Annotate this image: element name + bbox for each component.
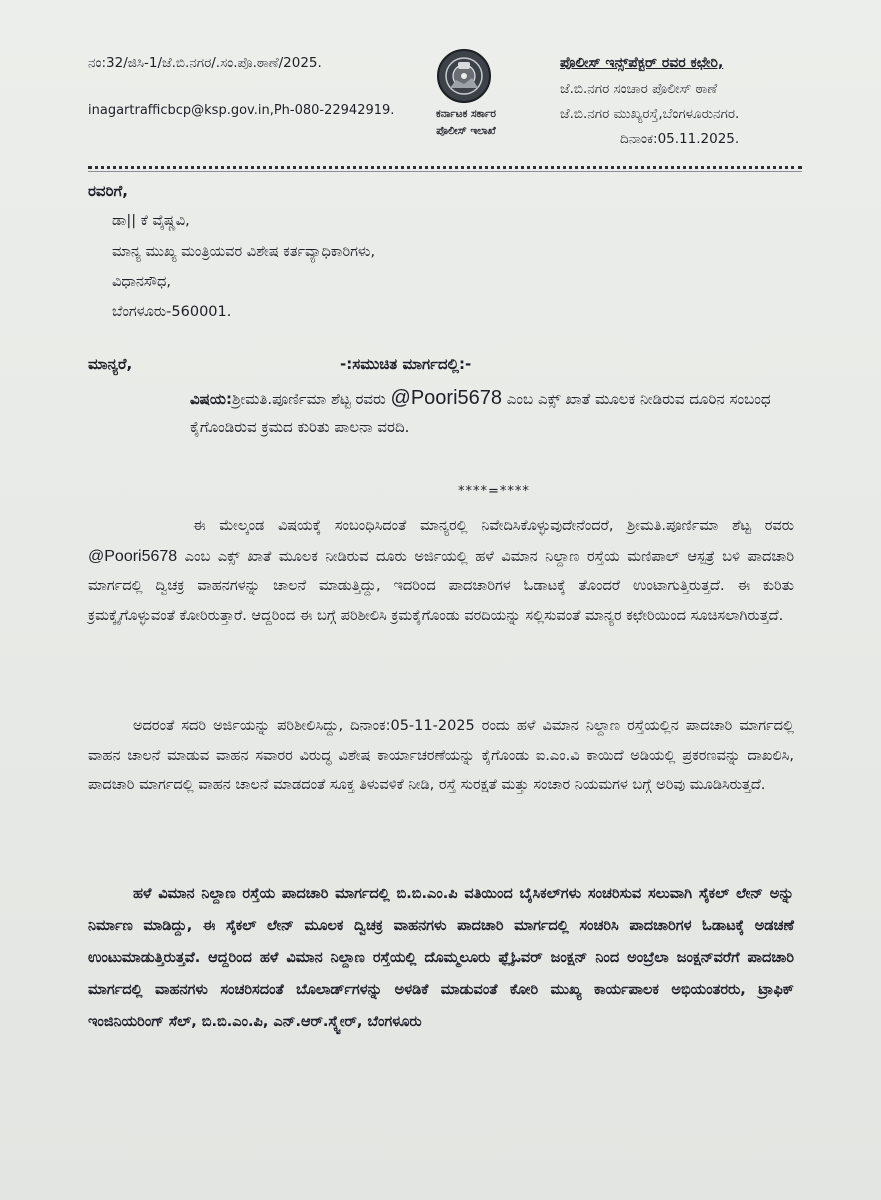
station-name: ಜೆ.ಬಿ.ನಗರ ಸಂಚಾರ ಪೊಲೀಸ್ ಠಾಣೆ bbox=[560, 81, 718, 97]
office-title: ಪೊಲೀಸ್ ಇನ್ಸ್‌ಪೆಕ್ಟರ್ ರವರ ಕಛೇರಿ, bbox=[560, 55, 724, 71]
subject-label: ವಿಷಯ: bbox=[190, 390, 232, 408]
separator-stars: ****=**** bbox=[458, 484, 530, 499]
subject-text-pre: ಶ್ರೀಮತಿ.ಪೂರ್ಣಿಮಾ ಶೆಟ್ಟ ರವರು bbox=[231, 390, 391, 408]
header-divider-line bbox=[88, 171, 802, 172]
emblem-government-text: ಕರ್ನಾಟಕ ಸರ್ಕಾರ bbox=[436, 108, 496, 120]
contact-info: inagartrafficbcp@ksp.gov.in,Ph-080-22942919. bbox=[88, 103, 395, 118]
recipient-line: ಬೆಂಗಳೂರು-560001. bbox=[112, 304, 232, 320]
paragraph-1-text-b: ಎಂಬ ಎಕ್ಸ್ ಖಾತೆ ಮೂಲಕ ನೀಡಿರುವ ದೂರು ಅರ್ಜಿಯಲ್ಲಿ ಹಳೆ ವಿಮಾನ ನಿಲ್ದಾಣ ರಸ್ತೆಯ ಮಣಿಪಾಲ್ ಆಸ್ಪತ್ರೆ ಬಳಿ ಪಾದಚಾರಿ ಮಾರ್ಗದಲ್ಲಿ ದ್ವಿಚಕ್ರ ವಾಹನಗಳನ್ನು ಚಾಲನೆ ಮಾಡುತ್ತಿದ್ದು, ಇದರಿಂದ ಪಾದಚಾರಿಗಳ ಓಡಾಟಕ್ಕೆ ತೊಂದರೆ ಉಂಟಾಗುತ್ತಿರುತ್ತದೆ. ಈ ಕುರಿತು ಕ್ರಮಕ್ಕೈಗೊಳ್ಳುವಂತೆ ಕೋರಿರುತ್ತಾರೆ. ಆದ್ದರಿಂದ ಈ ಬಗ್ಗೆ ಪರಿಶೀಲಿಸಿ ಕ್ರಮಕೈಗೊಂಡು ವರದಿಯನ್ನು ಸಲ್ಲಿಸುವಂತೆ ಮಾನ್ಯರ ಕಛೇರಿಯಿಂದ ಸೂಚಿಸಲಾಗಿರುತ್ತದೆ. bbox=[88, 548, 794, 624]
recipient-line: ಡಾ|| ಕೆ ವೈಷ್ಣವಿ, bbox=[112, 213, 190, 229]
emblem-seal-icon bbox=[436, 48, 492, 104]
recipient-line: ವಿಧಾನಸೌಧ, bbox=[112, 274, 171, 290]
header-divider bbox=[88, 166, 802, 169]
paragraph-2-text: ಅದರಂತೆ ಸದರಿ ಅರ್ಜಿಯನ್ನು ಪರಿಶೀಲಿಸಿದ್ದು, ದಿನಾಂಕ:05-11-2025 ರಂದು ಹಳೆ ವಿಮಾನ ನಿಲ್ದಾಣ ರಸ್ತೆಯಲ್ಲಿನ ಪಾದಚಾರಿ ಮಾರ್ಗದಲ್ಲಿ ವಾಹನ ಚಾಲನೆ ಮಾಡುವ ವಾಹನ ಸವಾರರ ವಿರುದ್ಧ ವಿಶೇಷ ಕಾರ್ಯಾಚರಣೆಯನ್ನು ಕೈಗೊಂಡು ಐ.ಎಂ.ವಿ ಕಾಯಿದೆ ಅಡಿಯಲ್ಲಿ ಪ್ರಕರಣವನ್ನು ದಾಖಲಿಸಿ, ಪಾದಚಾರಿ ಮಾರ್ಗದಲ್ಲಿ ವಾಹನ ಚಾಲನೆ ಮಾಡದಂತೆ ಸೂಕ್ತ ತಿಳುವಳಿಕೆ ನೀಡಿ, ರಸ್ತೆ ಸುರಕ್ಷತೆ ಮತ್ತು ಸಂಚಾರ ನಿಯಮಗಳ ಬಗ್ಗೆ ಅರಿವು ಮೂಡಿಸಿರುತ್ತದೆ. bbox=[88, 718, 794, 793]
police-emblem bbox=[428, 48, 504, 148]
salutation: ಮಾನ್ಯರೆ, bbox=[88, 355, 133, 373]
letter-date: ದಿನಾಂಕ:05.11.2025. bbox=[620, 131, 740, 147]
through-proper-channel: -:ಸಮುಚಿತ ಮಾರ್ಗದಲ್ಲಿ:- bbox=[340, 355, 472, 373]
paragraph-3-text: ಹಳೆ ವಿಮಾನ ನಿಲ್ದಾಣ ರಸ್ತೆಯ ಪಾದಚಾರಿ ಮಾರ್ಗದಲ್ಲಿ ಬಿ.ಬಿ.ಎಂ.ಪಿ ವತಿಯಿಂದ ಬೈಸಿಕಲ್‌ಗಳು ಸಂಚರಿಸುವ ಸಲುವಾಗಿ ಸೈಕಲ್ ಲೇನ್ ಅನ್ನು ನಿರ್ಮಾಣ ಮಾಡಿದ್ದು, ಈ ಸೈಕಲ್ ಲೇನ್ ಮೂಲಕ ದ್ವಿಚಕ್ರ ವಾಹನಗಳು ಪಾದಚಾರಿ ಮಾರ್ಗದಲ್ಲಿ ಸಂಚರಿಸಿ ಪಾದಚಾರಿಗಳ ಓಡಾಟಕ್ಕೆ ಅಡಚಣೆ ಉಂಟುಮಾಡುತ್ತಿರುತ್ತವೆ. ಆದ್ದರಿಂದ ಹಳೆ ವಿಮಾನ ನಿಲ್ದಾಣ ರಸ್ತೆಯಲ್ಲಿ ದೊಮ್ಮಲೂರು ಫ್ಲೈಓವರ್ ಜಂಕ್ಷನ್ ನಿಂದ ಅಂಬ್ರೆಲಾ ಜಂಕ್ಷನ್‌ವರೆಗೆ ಪಾದಚಾರಿ ಮಾರ್ಗದಲ್ಲಿ ವಾಹನಗಳು ಸಂಚರಿಸದಂತೆ ಬೊಲಾರ್ಡ್‌ಗಳನ್ನು ಅಳಡಿಕೆ ಮಾಡುವಂತೆ ಕೋರಿ ಮುಖ್ಯ ಕಾರ್ಯಪಾಲಕ ಅಭಿಯಂತರರು, ಟ್ರಾಫಿಕ್ ಇಂಜಿನಿಯರಿಂಗ್ ಸೆಲ್, ಬಿ.ಬಿ.ಎಂ.ಪಿ, ಎನ್.ಆರ್.ಸ್ಕ್ವೇರ್, ಬೆಂಗಳೂರು bbox=[88, 886, 794, 1030]
recipient-line: ಮಾನ್ಯ ಮುಖ್ಯ ಮಂತ್ರಿಯವರ ವಿಶೇಷ ಕರ್ತವ್ಯಾಧಿಕಾರಿಗಳು, bbox=[112, 244, 376, 260]
subject-text-post: ಎಂಬ ಎಕ್ಸ್ ಖಾತೆ ಮೂಲಕ ನೀಡಿರುವ ದೂರಿನ ಸಂಬಂಧ ಕೈಗೊಂಡಿರುವ ಕ್ರಮದ ಕುರಿತು ಪಾಲನಾ ವರದಿ. bbox=[190, 390, 771, 436]
paragraph-3 bbox=[88, 878, 794, 1038]
office-address: ಜೆ.ಬಿ.ನಗರ ಮುಖ್ಯರಸ್ತೆ,ಬೆಂಗಳೂರುನಗರ. bbox=[560, 106, 740, 122]
recipient-to: ರವರಿಗೆ, bbox=[88, 182, 128, 200]
paragraph-1-text-a: ಈ ಮೇಲ್ಕಂಡ ವಿಷಯಕ್ಕೆ ಸಂಬಂಧಿಸಿದಂತೆ ಮಾನ್ಯರಲ್ಲಿ ನಿವೇದಿಸಿಕೊಳ್ಳುವುದೇನೆಂದರೆ, ಶ್ರೀಮತಿ.ಪೂರ್ಣಿಮಾ ಶೆಟ್ಟ ರವರು bbox=[193, 518, 794, 534]
emblem-department-text: ಪೊಲೀಸ್ ಇಲಾಖೆ bbox=[436, 125, 496, 137]
reference-number: ನಂ:32/ಜಿಸಿ-1/ಜೆ.ಬಿ.ನಗರ/.ಸಂ.ಪೊ.ಠಾಣೆ/2025. bbox=[88, 55, 322, 71]
paragraph-1 bbox=[88, 512, 794, 631]
subject-handle: @Poori5678 bbox=[390, 387, 502, 409]
paragraph-1-handle: @Poori5678 bbox=[88, 547, 178, 565]
subject-block bbox=[190, 384, 790, 441]
paragraph-2 bbox=[88, 712, 794, 801]
